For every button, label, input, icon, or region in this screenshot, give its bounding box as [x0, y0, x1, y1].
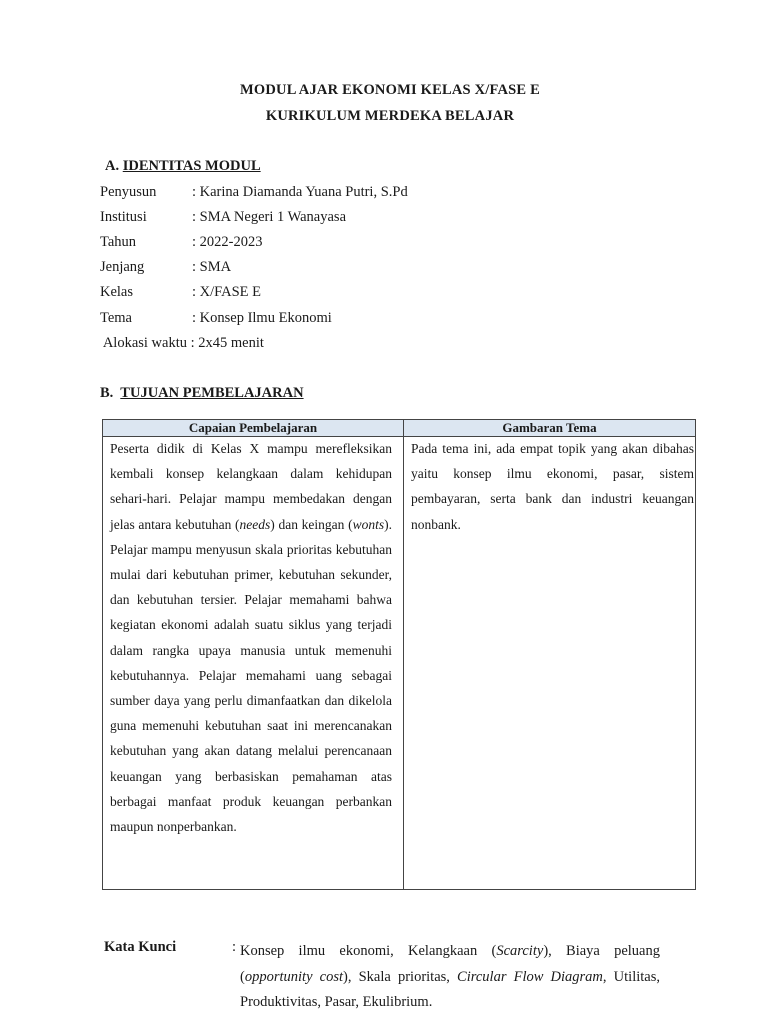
section-b-number: B.: [100, 385, 114, 401]
identity-value: : X/FASE E: [192, 284, 262, 300]
kata-kunci-italic: opportunity cost: [244, 968, 344, 985]
capaian-pembelajaran-text: [110, 436, 392, 839]
kata-kunci-italic: Scarcity: [496, 943, 544, 959]
section-b-heading: [100, 385, 304, 402]
gambaran-tema-text: Pada tema ini, ada empat topik yang akan dibahas yaitu konsep ilmu ekonomi, pasar, sistem pembayaran, serta bank dan industri keuangan nonbank.: [411, 441, 694, 532]
section-b-title: TUJUAN PEMBELAJARAN: [120, 385, 304, 401]
identity-value: : SMA Negeri 1 Wanayasa: [192, 209, 347, 225]
kata-kunci-italic: Circular Flow Diagram: [457, 968, 603, 985]
identity-label: Tahun: [100, 234, 137, 250]
identity-label: Jenjang: [100, 259, 145, 275]
identity-value: : Karina Diamanda Yuana Putri, S.Pd: [192, 184, 408, 200]
capaian-text-part: ) dan keingan (: [270, 516, 353, 532]
section-a-title: IDENTITAS MODUL: [122, 158, 261, 174]
alokasi-waktu: Alokasi waktu : 2x45 menit: [100, 335, 264, 351]
identity-value: : 2022-2023: [192, 234, 263, 250]
kata-kunci-colon: :: [232, 939, 237, 955]
document-subtitle: KURIKULUM MERDEKA BELAJAR: [265, 108, 515, 124]
column-divider: [403, 420, 404, 889]
kata-kunci-text: [240, 939, 660, 1016]
identity-label: Institusi: [100, 209, 147, 225]
kata-kunci-label: Kata Kunci: [104, 939, 177, 955]
identity-label: Tema: [100, 310, 132, 326]
table-header-gambaran: Gambaran Tema: [404, 420, 695, 437]
section-a-number: A.: [105, 158, 120, 174]
identity-value: : Konsep Ilmu Ekonomi: [192, 310, 332, 326]
kata-kunci-part: ), Skala prioritas,: [343, 968, 458, 985]
capaian-text-italic: wonts: [352, 516, 385, 532]
capaian-text-part: ). Pelajar mampu menyusun skala prioritas kebutuhan mulai dari kebutuhan primer, kebutuhan sekunder, dan kebutuhan tersier. Pelajar memahami bahwa kegiatan ekonomi adalah suatu siklus yang terjadi dalam rangka upaya manusia untuk memenuhi kebutuhannya. Pelajar memahami uang sebagai sumber daya yang perlu dimanfaatkan dan dikelola guna memenuhi kebutuhan saat ini merencanakan kebutuhan yang akan datang melalui perencanaan keuangan yang berbasiskan pemahaman atas berbagai manfaat produk keuangan perbankan maupun nonperbankan.: [110, 516, 392, 835]
capaian-text-part: Peserta didik di Kelas X mampu merefleksikan kembali konsep kelangkaan dalam kehidupan sehari-hari. Pelajar mampu membedakan dengan jelas antara kebutuhan (: [110, 441, 392, 532]
section-a-heading: [105, 158, 261, 175]
kata-kunci-part: , Utilitas, Produktivitas, Pasar, Ekulibrium.: [240, 968, 660, 1010]
identity-label: Penyusun: [100, 184, 157, 200]
kata-kunci-part: Konsep ilmu ekonomi, Kelangkaan (: [240, 943, 497, 959]
capaian-text-italic: needs: [239, 516, 271, 532]
identity-value: : SMA: [192, 259, 232, 275]
learning-objectives-table: [102, 419, 696, 890]
table-header-capaian: Capaian Pembelajaran: [103, 420, 404, 437]
document-title: MODUL AJAR EKONOMI KELAS X/FASE E: [240, 82, 540, 98]
kata-kunci-part: ), Biaya peluang (: [240, 943, 660, 985]
identity-label: Kelas: [100, 284, 134, 300]
